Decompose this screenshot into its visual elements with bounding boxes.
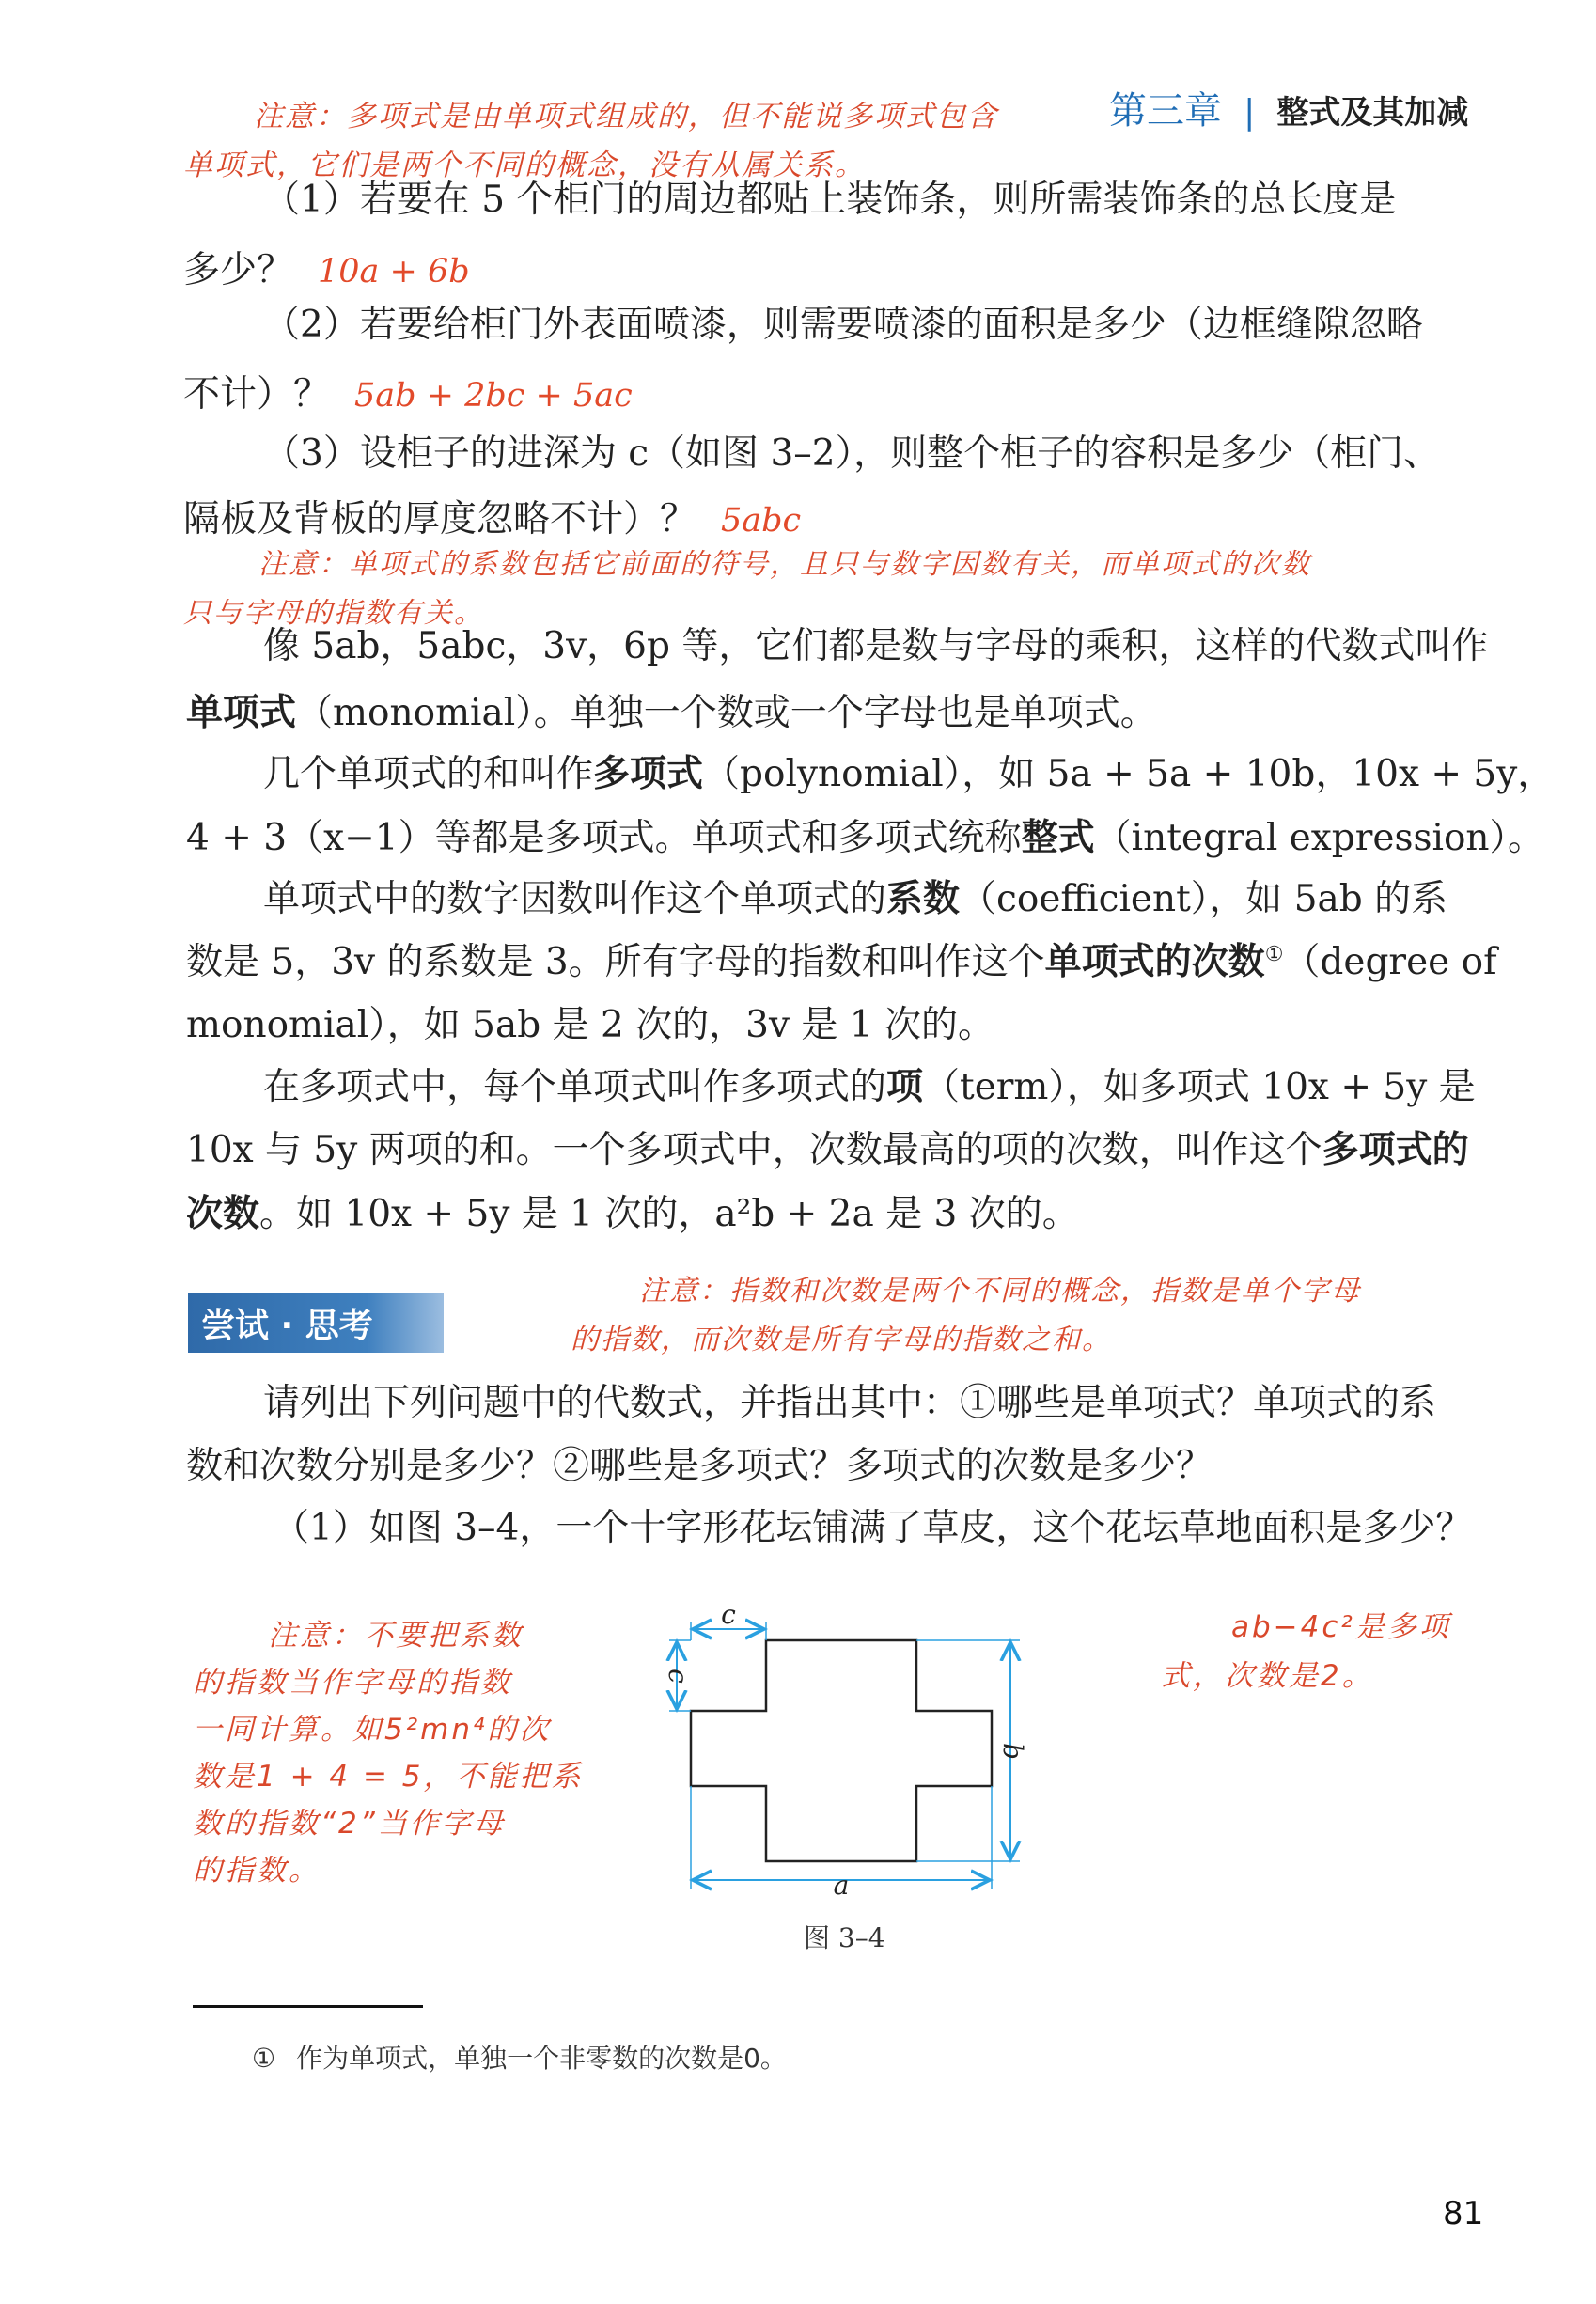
label-c-top: c: [721, 1603, 736, 1630]
paragraph-text: 几个单项式的和叫作: [263, 753, 594, 795]
paragraph-polynomial: [263, 752, 1554, 797]
term-degree-polynomial: 多项式的: [1322, 1128, 1469, 1171]
paragraph-text: 在多项式中，每个单项式叫作多项式的: [263, 1066, 887, 1108]
paragraph-text: 数是 5，3v 的系数是 3。所有字母的指数和叫作这个: [186, 941, 1045, 983]
note-exponent-example: [193, 1612, 584, 1894]
paragraph-text: 像 5ab，5abc，3v，6p 等，它们都是数与字母的乘积，这样的代数式叫作: [263, 625, 1489, 667]
note-polynomial-composition: [254, 92, 998, 134]
note-line: 单项式，它们是两个不同的概念，没有从属关系。: [183, 149, 866, 182]
footnote-divider: [193, 2005, 423, 2008]
note-line: 注意：指数和次数是两个不同的概念，指数是单个字母: [639, 1275, 1361, 1308]
note-polynomial-composition-cont: [183, 141, 866, 183]
note-line: 数的指数“2”当作字母: [193, 1807, 506, 1841]
question-3-cont: [183, 498, 801, 542]
paragraph-coefficient-cont2: [186, 1004, 994, 1048]
question-text: 不计）？: [183, 373, 331, 415]
paragraph-monomial: [263, 625, 1488, 669]
question-3: [263, 432, 1440, 477]
paragraph-text: monomial），如 5ab 是 2 次的，3v 是 1 次的。: [186, 1004, 995, 1046]
task-text: 请列出下列问题中的代数式，并指出其中：①哪些是单项式？单项式的系: [263, 1382, 1437, 1424]
task-text: 数和次数分别是多少？②哪些是多项式？多项式的次数是多少？: [186, 1445, 1213, 1487]
task-intro-cont: [186, 1445, 1213, 1489]
footnote-ref[interactable]: ①: [1264, 943, 1284, 966]
note-line: ab−4c²是多项: [1231, 1610, 1451, 1644]
term-polynomial: 多项式: [593, 752, 704, 795]
note-line: 只与字母的指数有关。: [183, 597, 484, 630]
note-line: 的指数当作字母的指数: [193, 1666, 512, 1700]
paragraph-text: （degree of: [1283, 941, 1497, 983]
label-a: a: [833, 1870, 850, 1901]
paragraph-term-cont2: [186, 1192, 1079, 1237]
note-line: 式，次数是2。: [1161, 1659, 1374, 1693]
chapter-label: 第三章: [1109, 89, 1222, 133]
note-line: 一同计算。如5²mn⁴的次: [193, 1713, 552, 1747]
note-answer-degree: [1231, 1603, 1451, 1652]
question-1-cont: [183, 249, 470, 293]
paragraph-coefficient-cont: [186, 940, 1497, 985]
question-text: 多少？: [183, 249, 294, 291]
chapter-header: [1109, 81, 1468, 134]
paragraph-text: 10x 与 5y 两项的和。一个多项式中，次数最高的项的次数，叫作这个: [186, 1129, 1322, 1171]
cross-figure: [658, 1603, 1034, 1913]
answer-q2: 5ab + 2bc + 5ac: [354, 377, 633, 415]
paragraph-text: （polynomial），如 5a + 5a + 10b，10x + 5y，: [703, 753, 1555, 795]
figure-caption: 图 3–4: [804, 1922, 885, 1953]
term-term: 项: [886, 1065, 924, 1108]
footnote-marker: ①: [252, 2043, 276, 2074]
paragraph-term-cont: [186, 1128, 1469, 1173]
term-monomial: 单项式: [186, 691, 297, 734]
note-line: 的指数，而次数是所有字母的指数之和。: [571, 1324, 1112, 1356]
paragraph-text: 。如 10x + 5y 是 1 次的，a²b + 2a 是 3 次的。: [259, 1193, 1079, 1235]
task-intro: [263, 1382, 1436, 1426]
paragraph-text: （monomial）。单独一个数或一个字母也是单项式。: [296, 692, 1157, 734]
term-degree-polynomial-cont: 次数: [186, 1192, 260, 1235]
header-separator: |: [1244, 93, 1256, 132]
question-text: 隔板及背板的厚度忽略不计）？: [183, 498, 697, 541]
section-title-try-think: [188, 1293, 444, 1353]
question-text: （3）设柜子的进深为 c（如图 3–2），则整个柜子的容积是多少（柜门、: [263, 432, 1441, 475]
note-line: 数是1 + 4 = 5，不能把系: [193, 1760, 584, 1794]
paragraph-coefficient: [263, 877, 1447, 922]
paragraph-text: 单项式中的数字因数叫作这个单项式的: [263, 878, 887, 920]
note-exponent-degree-cont: [571, 1316, 1112, 1357]
footnote-text: 作为单项式，单独一个非零数的次数是0。: [296, 2043, 787, 2074]
page-number: 81: [1443, 2195, 1484, 2233]
note-line: 的指数。: [193, 1854, 321, 1888]
note-line: 注意：不要把系数: [268, 1619, 524, 1653]
term-coefficient: 系数: [886, 877, 961, 920]
paragraph-monomial-cont: [186, 691, 1157, 736]
label-c-side: c: [663, 1669, 694, 1684]
question-text: （2）若要给柜门外表面喷漆，则需要喷漆的面积是多少（边框缝隙忽略: [263, 304, 1423, 346]
cross-shape: [691, 1640, 992, 1861]
question-2: [263, 304, 1423, 348]
task-text: （1）如图 3–4，一个十字形花坛铺满了草皮，这个花坛草地面积是多少？: [273, 1507, 1473, 1549]
answer-q3: 5abc: [721, 502, 802, 540]
paragraph-text: （coefficient），如 5ab 的系: [960, 878, 1448, 920]
answer-q1: 10a + 6b: [318, 253, 470, 290]
section-title-text: 尝试 · 思考: [201, 1306, 373, 1345]
note-line: 注意：多项式是由单项式组成的，但不能说多项式包含: [254, 100, 998, 133]
note-exponent-degree: [639, 1267, 1361, 1309]
footnote: [252, 2038, 787, 2076]
question-1: [263, 179, 1396, 223]
paragraph-text: （term），如多项式 10x + 5y 是: [923, 1066, 1476, 1108]
question-2-cont: [183, 373, 633, 417]
chapter-title: 整式及其加减: [1276, 94, 1469, 132]
label-b: b: [997, 1743, 1028, 1760]
note-line: 注意：单项式的系数包括它前面的符号，且只与数字因数有关，而单项式的次数: [258, 548, 1311, 581]
note-answer-degree-cont: [1161, 1652, 1374, 1694]
term-degree-monomial: 单项式的次数: [1044, 940, 1265, 983]
question-text: （1）若要在 5 个柜门的周边都贴上装饰条，则所需装饰条的总长度是: [263, 179, 1397, 221]
paragraph-text: 4 + 3（x−1）等都是多项式。单项式和多项式统称: [186, 817, 1022, 859]
note-coefficient: [258, 541, 1311, 582]
term-integral-expression: 整式: [1021, 816, 1095, 859]
task-question-1: [273, 1507, 1472, 1551]
paragraph-text: （integral expression）。: [1094, 817, 1545, 859]
paragraph-term: [263, 1065, 1476, 1110]
paragraph-polynomial-cont: [186, 816, 1544, 861]
